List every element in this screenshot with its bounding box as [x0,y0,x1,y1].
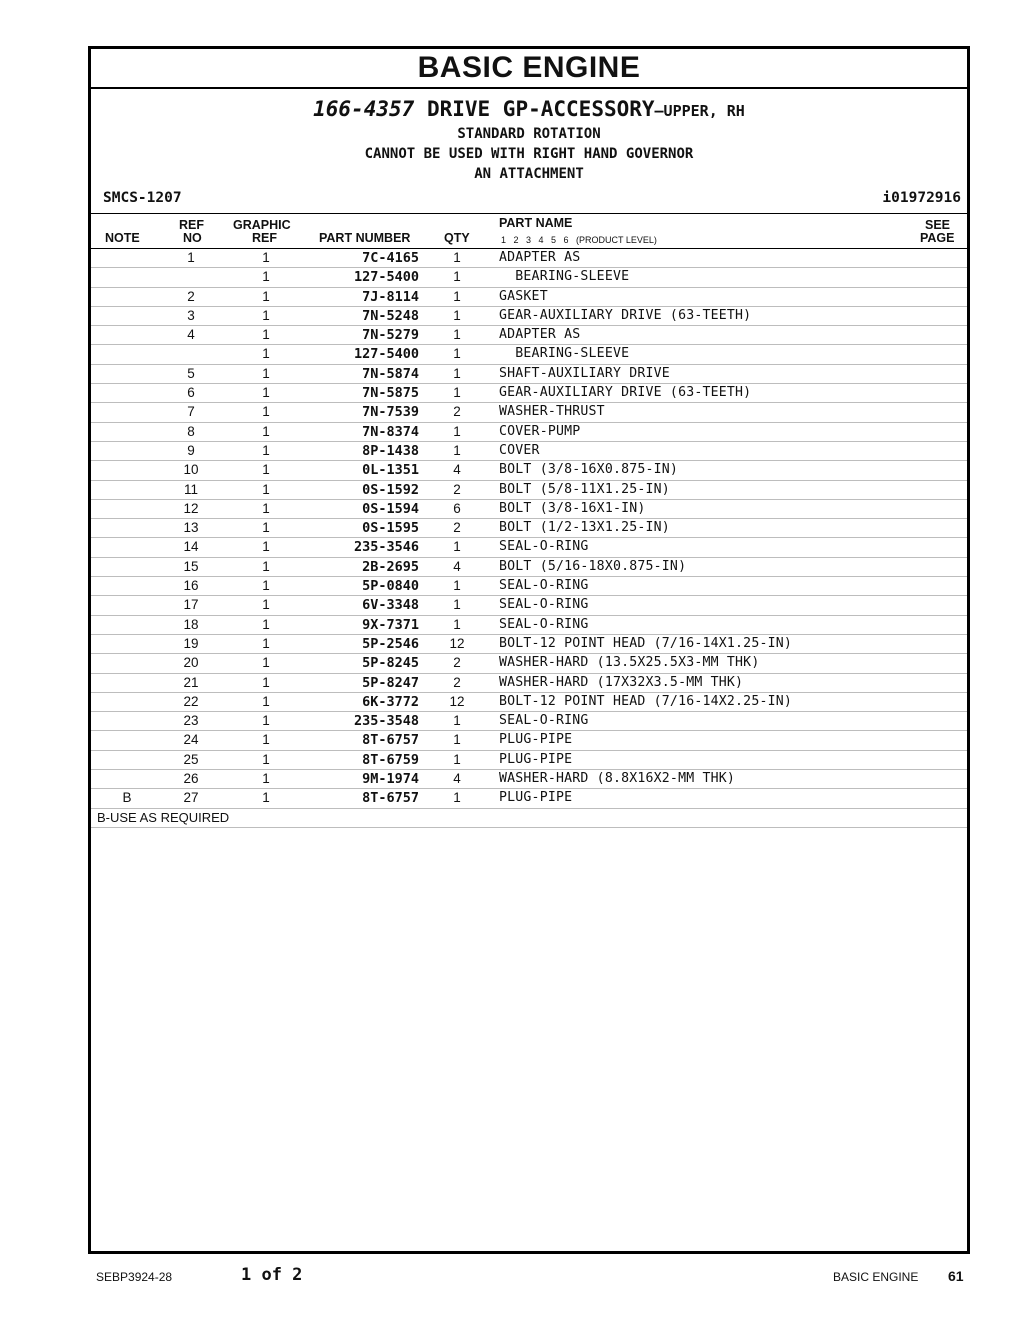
cell-ref-no: 3 [187,307,195,323]
cell-ref-no: 21 [183,674,199,690]
cell-part-number: 0S-1595 [362,520,419,537]
footer-doc-number: SEBP3924-28 [96,1270,173,1284]
cell-qty: 2 [453,481,461,497]
cell-part-name: BOLT-12 POINT HEAD (7/16-14X1.25-IN) [499,635,793,651]
cell-part-number: 5P-0840 [362,578,419,595]
col-see-1: SEE [925,218,951,232]
cell-part-number: 8T-6757 [362,732,419,749]
illustration-id: i01972916 [882,190,961,206]
cell-ref-no: 17 [183,597,199,613]
cell-part-number: 8P-1438 [362,442,419,459]
cell-part-name: SEAL-O-RING [499,597,589,613]
cell-qty: 4 [453,771,461,787]
cell-part-name: BEARING-SLEEVE [499,346,630,362]
cell-part-name: BOLT (1/2-13X1.25-IN) [499,520,670,536]
cell-qty: 2 [453,655,461,671]
cell-note: B [122,790,132,806]
cell-graphic-ref: 1 [262,288,270,304]
cell-part-name: WASHER-HARD (8.8X16X2-MM THK) [499,771,736,787]
cell-part-number: 8T-6757 [362,790,419,807]
cell-qty: 1 [453,365,461,381]
cell-part-number: 7N-8374 [362,423,419,440]
cell-part-name: ADAPTER AS [499,250,581,265]
table-row [91,731,967,750]
cell-ref-no: 19 [183,635,199,651]
cell-graphic-ref: 1 [262,307,270,323]
cell-ref-no: 10 [183,462,199,478]
cell-ref-no: 4 [187,327,195,343]
cell-qty: 1 [453,616,461,632]
col-product-levels: 1 2 3 4 5 6 (PRODUCT LEVEL) [501,235,657,245]
col-ref-1: REF [179,218,204,232]
cell-graphic-ref: 1 [262,655,270,671]
col-qty: QTY [444,231,470,245]
table-row [91,423,967,442]
cell-part-number: 0L-1351 [362,462,419,479]
cell-part-name: WASHER-THRUST [499,404,605,420]
cell-graphic-ref: 1 [262,500,270,516]
col-graphic-2: REF [252,231,277,245]
cell-part-name: BOLT (3/8-16X0.875-IN) [499,462,679,478]
cell-qty: 1 [453,442,461,458]
col-see-2: PAGE [920,231,955,245]
footer-section: BASIC ENGINE [833,1270,919,1284]
cell-part-name: GASKET [499,288,548,304]
cell-ref-no: 18 [183,616,199,632]
cell-graphic-ref: 1 [262,404,270,420]
table-row [91,403,967,422]
col-ref-2: NO [183,231,202,245]
group-title [91,95,967,125]
table-row [91,635,967,654]
cell-part-name: WASHER-HARD (13.5X25.5X3-MM THK) [499,655,760,671]
cell-graphic-ref: 1 [262,327,270,343]
cell-qty: 1 [453,539,461,555]
cell-part-number: 5P-8245 [362,655,419,672]
table-row [91,461,967,480]
cell-qty: 4 [453,462,461,478]
cell-part-number: 7C-4165 [362,250,419,266]
cell-part-name: ADAPTER AS [499,327,581,343]
cell-part-name: BEARING-SLEEVE [499,269,630,285]
cell-qty: 12 [449,635,465,651]
cell-ref-no: 26 [183,771,199,787]
cell-graphic-ref: 1 [262,578,270,594]
table-row [91,481,967,500]
cell-part-number: 5P-2546 [362,635,419,652]
cell-part-number: 5P-8247 [362,674,419,691]
cell-qty: 1 [453,423,461,439]
cell-part-name: PLUG-PIPE [499,790,573,806]
cell-graphic-ref: 1 [262,616,270,632]
cell-graphic-ref: 1 [262,385,270,401]
cell-ref-no: 8 [187,423,195,439]
smcs-code: SMCS-1207 [103,190,182,206]
cell-ref-no: 27 [183,790,199,806]
cell-qty: 1 [453,713,461,729]
cell-graphic-ref: 1 [262,732,270,748]
table-row [91,712,967,731]
cell-ref-no: 5 [187,365,195,381]
cell-graphic-ref: 1 [262,442,270,458]
cell-part-number: 6K-3772 [362,693,419,710]
cell-graphic-ref: 1 [262,790,270,806]
cell-part-number: 235-3546 [353,539,419,556]
cell-qty: 1 [453,250,461,265]
cell-graphic-ref: 1 [262,558,270,574]
cell-part-number: 8T-6759 [362,751,419,768]
cell-part-name: BOLT (5/16-18X0.875-IN) [499,558,687,574]
cell-ref-no: 16 [183,578,199,594]
cell-part-name: PLUG-PIPE [499,751,573,767]
col-part-number: PART NUMBER [319,231,411,245]
cell-qty: 1 [453,578,461,594]
table-row [91,751,967,770]
cell-graphic-ref: 1 [262,713,270,729]
cell-graphic-ref: 1 [262,481,270,497]
group-part-number: 166-4357 [313,97,415,121]
cell-qty: 4 [453,558,461,574]
cell-graphic-ref: 1 [262,423,270,439]
cell-part-name: COVER [499,442,540,458]
table-row [91,674,967,693]
cell-qty: 2 [453,404,461,420]
cell-part-name: SEAL-O-RING [499,539,589,555]
column-header-row [91,214,967,249]
cell-part-number: 127-5400 [353,269,419,286]
cell-part-name: GEAR-AUXILIARY DRIVE (63-TEETH) [499,385,752,401]
cell-qty: 1 [453,307,461,323]
cell-graphic-ref: 1 [262,693,270,709]
col-note: NOTE [105,231,140,245]
col-part-name: PART NAME [499,216,573,230]
cell-part-number: 7N-5279 [362,327,419,344]
cell-ref-no: 1 [187,250,195,265]
group-name: DRIVE GP-ACCESSORY [426,97,655,121]
cell-part-name: GEAR-AUXILIARY DRIVE (63-TEETH) [499,307,752,323]
footer-page-number: 61 [948,1268,964,1284]
cell-ref-no: 13 [183,520,199,536]
cell-part-number: 7J-8114 [362,288,419,305]
cell-part-number: 7N-5875 [362,385,419,402]
cell-ref-no: 6 [187,385,195,401]
cell-graphic-ref: 1 [262,520,270,536]
cell-part-number: 127-5400 [353,346,419,363]
cell-ref-no: 12 [183,500,199,516]
cell-part-number: 7N-5874 [362,365,419,382]
cell-qty: 1 [453,732,461,748]
cell-graphic-ref: 1 [262,462,270,478]
table-row [91,365,967,384]
group-note-2: CANNOT BE USED WITH RIGHT HAND GOVERNOR [364,146,694,162]
group-header [91,89,967,214]
cell-graphic-ref: 1 [262,674,270,690]
cell-qty: 1 [453,597,461,613]
table-row [91,384,967,403]
cell-graphic-ref: 1 [262,365,270,381]
cell-part-number: 0S-1594 [362,500,419,517]
cell-part-number: 7N-7539 [362,404,419,421]
table-row [91,616,967,635]
cell-ref-no: 23 [183,713,199,729]
cell-qty: 1 [453,346,461,362]
cell-part-number: 9X-7371 [362,616,419,633]
cell-part-name: SEAL-O-RING [499,713,589,729]
table-row [91,519,967,538]
cell-graphic-ref: 1 [262,635,270,651]
cell-part-name: PLUG-PIPE [499,732,573,748]
cell-graphic-ref: 1 [262,771,270,787]
table-row [91,326,967,345]
cell-qty: 1 [453,790,461,806]
cell-graphic-ref: 1 [262,346,270,362]
group-note-3: AN ATTACHMENT [474,166,584,182]
table-row [91,345,967,364]
cell-ref-no: 15 [183,558,199,574]
table-row [91,307,967,326]
cell-part-name: WASHER-HARD (17X32X3.5-MM THK) [499,674,744,690]
cell-qty: 2 [453,674,461,690]
group-qualifier: —UPPER, RH [654,102,745,120]
cell-part-name: SEAL-O-RING [499,616,589,632]
cell-qty: 6 [453,500,461,516]
footnote-row [91,809,967,828]
table-row [91,442,967,461]
table-row [91,654,967,673]
cell-qty: 1 [453,751,461,767]
cell-ref-no: 14 [183,539,199,555]
cell-part-name: BOLT-12 POINT HEAD (7/16-14X2.25-IN) [499,693,793,709]
table-row [91,249,967,268]
table-row [91,596,967,615]
cell-qty: 12 [449,693,465,709]
col-graphic-1: GRAPHIC [233,218,291,232]
cell-qty: 2 [453,520,461,536]
table-row [91,693,967,712]
cell-part-name: SHAFT-AUXILIARY DRIVE [499,365,670,381]
table-row [91,500,967,519]
cell-graphic-ref: 1 [262,269,270,285]
cell-ref-no: 20 [183,655,199,671]
parts-page-frame [88,46,970,1254]
cell-ref-no: 24 [183,732,199,748]
footer-page-of: 1 of 2 [241,1265,303,1285]
cell-part-name: SEAL-O-RING [499,578,589,594]
cell-graphic-ref: 1 [262,597,270,613]
cell-graphic-ref: 1 [262,539,270,555]
table-row [91,268,967,287]
cell-part-name: BOLT (3/8-16X1-IN) [499,500,646,516]
cell-part-number: 0S-1592 [362,481,419,498]
table-row [91,789,967,808]
cell-ref-no: 2 [187,288,195,304]
footnote-text: B-USE AS REQUIRED [97,809,230,825]
cell-qty: 1 [453,385,461,401]
cell-part-number: 235-3548 [353,713,419,730]
table-row [91,538,967,557]
cell-part-number: 7N-5248 [362,307,419,324]
table-row [91,577,967,596]
page-footer [0,1264,1020,1288]
cell-ref-no: 11 [183,481,198,497]
cell-graphic-ref: 1 [262,751,270,767]
cell-part-name: COVER-PUMP [499,423,581,439]
cell-part-number: 6V-3348 [362,597,419,614]
table-row [91,770,967,789]
group-note-1: STANDARD ROTATION [457,126,601,142]
table-row [91,288,967,307]
parts-table-body [91,249,967,809]
cell-ref-no: 9 [187,442,195,458]
cell-qty: 1 [453,327,461,343]
cell-ref-no: 22 [183,693,199,709]
table-row [91,558,967,577]
cell-qty: 1 [453,269,461,285]
cell-part-number: 9M-1974 [362,771,419,788]
cell-graphic-ref: 1 [262,250,270,265]
cell-qty: 1 [453,288,461,304]
cell-part-number: 2B-2695 [362,558,419,575]
cell-part-name: BOLT (5/8-11X1.25-IN) [499,481,670,497]
cell-ref-no: 7 [187,404,195,420]
cell-ref-no: 25 [183,751,199,767]
section-title: BASIC ENGINE [91,49,967,89]
